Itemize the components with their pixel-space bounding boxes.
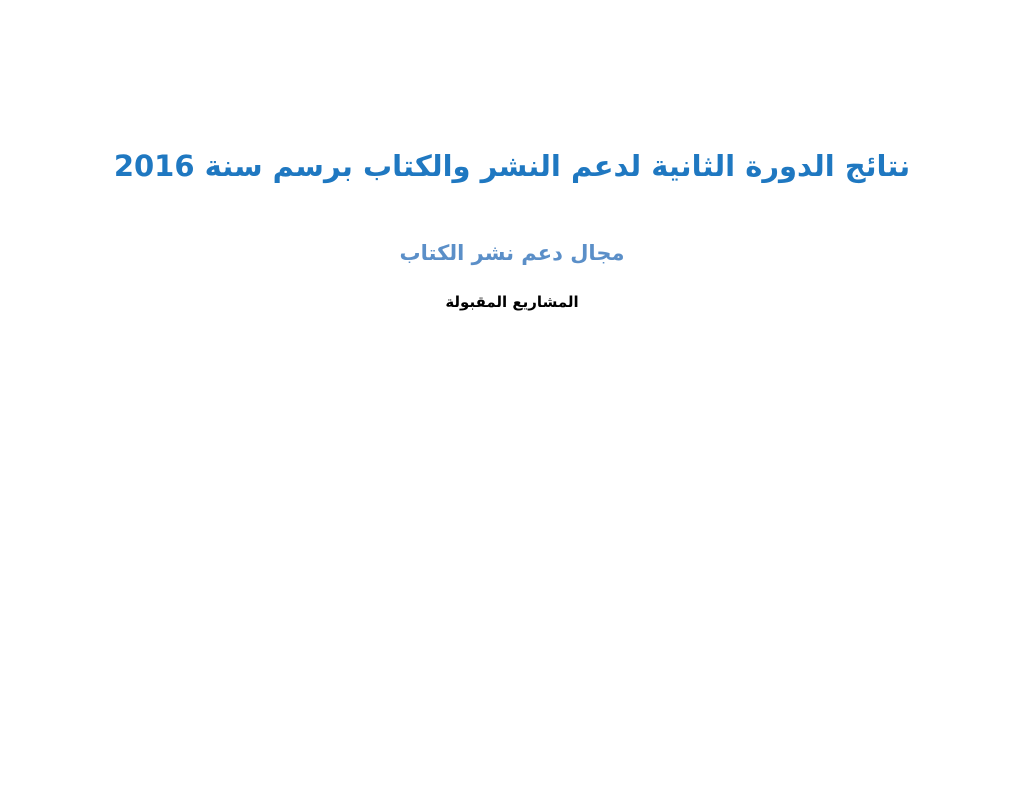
section-heading: المشاريع المقبولة	[445, 293, 579, 311]
page-title: نتائج الدورة الثانية لدعم النشر والكتاب برسم سنة 2016	[113, 149, 911, 183]
page-subtitle: مجال دعم نشر الكتاب	[399, 241, 625, 265]
